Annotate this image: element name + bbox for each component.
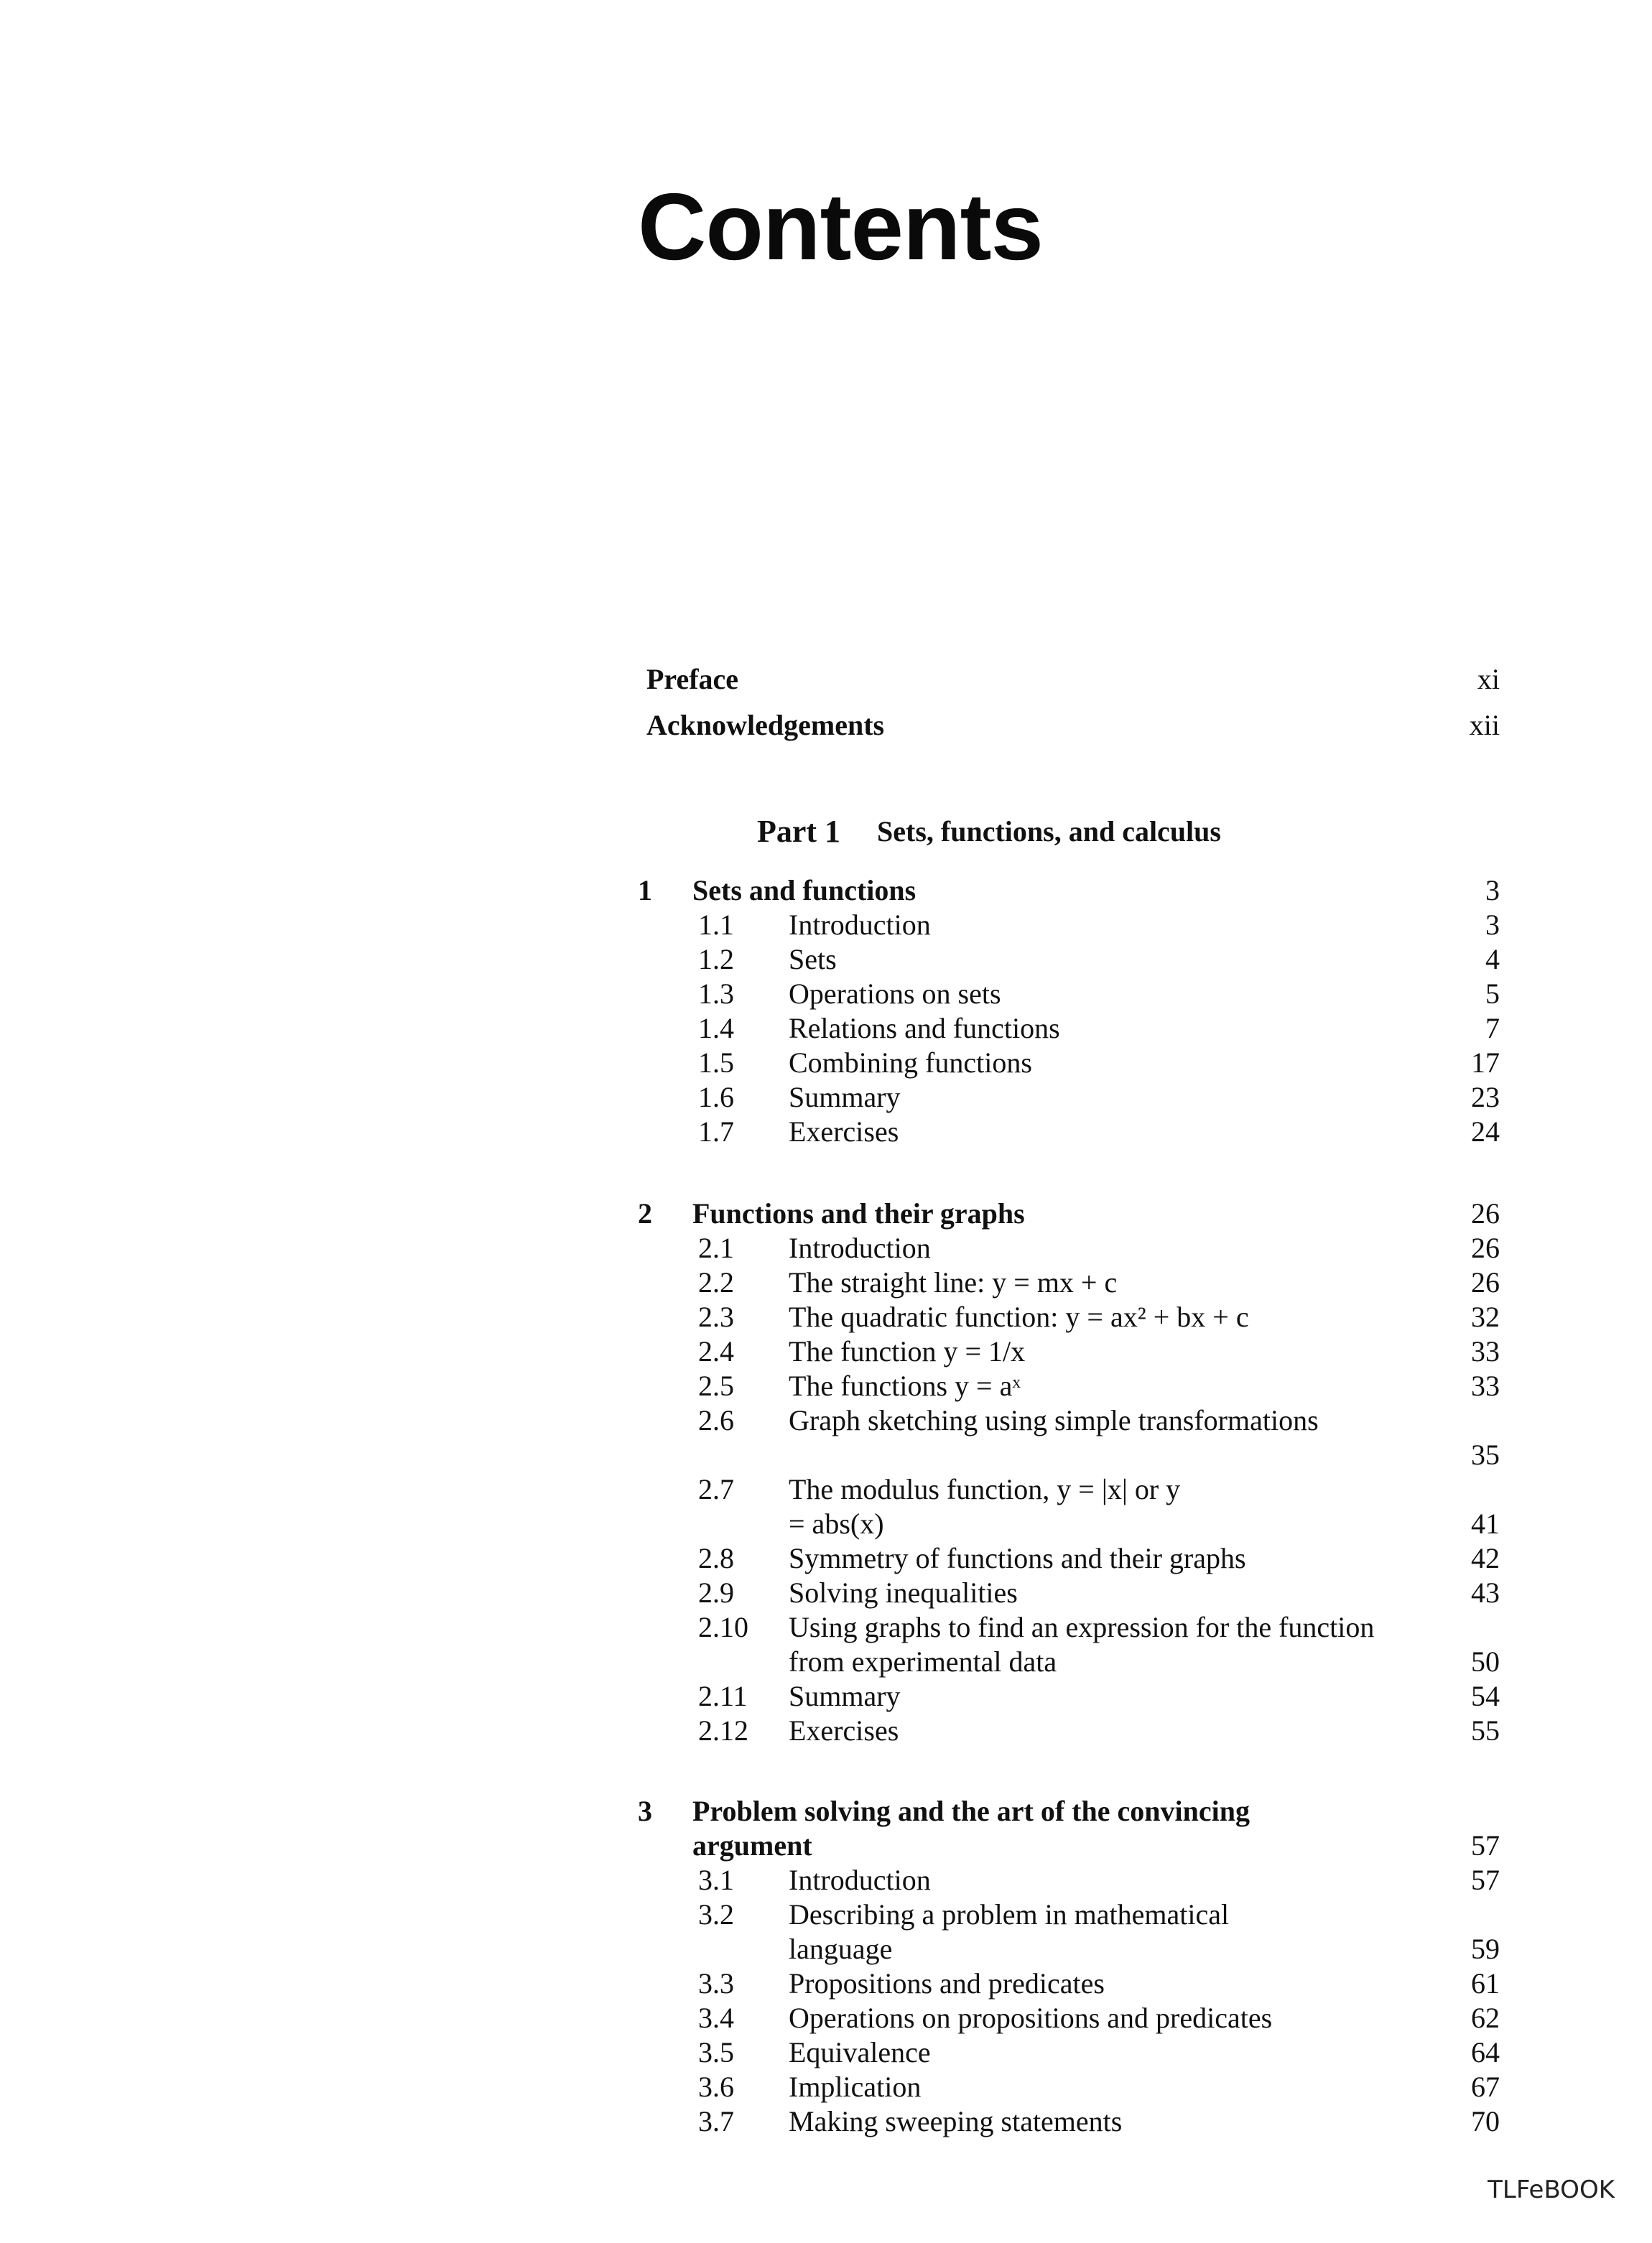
- page-number: 33: [1471, 1335, 1500, 1367]
- section-number: 3.5: [698, 2036, 734, 2068]
- page-number: 26: [1471, 1232, 1500, 1264]
- section-title: The function y = 1/x: [789, 1335, 1026, 1367]
- page-number: 7: [1485, 1012, 1500, 1044]
- section-title: Making sweeping statements: [789, 2105, 1123, 2137]
- section-number: 1.5: [698, 1046, 734, 1079]
- page-number: 26: [1471, 1266, 1500, 1299]
- page-number: 70: [1471, 2105, 1500, 2137]
- section-number: 2.2: [698, 1266, 734, 1299]
- section-number: 2.7: [698, 1473, 734, 1505]
- section-title: Operations on sets: [789, 977, 1001, 1010]
- section-number: 2.11: [698, 1680, 748, 1712]
- page-number: 17: [1471, 1046, 1500, 1079]
- section-number: 2.3: [698, 1301, 734, 1333]
- page-number: xii: [1469, 709, 1500, 741]
- section-title: Sets: [789, 943, 837, 975]
- section-number: 1.4: [698, 1012, 734, 1044]
- section-title: Using graphs to find an expression for the function from experimental data: [789, 1611, 1375, 1678]
- chapter-number: 3: [638, 1795, 652, 1827]
- section-number: 3.6: [698, 2071, 734, 2103]
- page-number: 61: [1471, 1967, 1500, 2000]
- section-number: 3.2: [698, 1898, 734, 1931]
- chapter-title: Functions and their graphs: [692, 1197, 1025, 1230]
- page-number: 32: [1471, 1301, 1500, 1333]
- section-number: 1.6: [698, 1081, 734, 1113]
- section-number: 1.1: [698, 909, 734, 941]
- section-number: 2.5: [698, 1370, 734, 1402]
- page-number: 67: [1471, 2071, 1500, 2103]
- section-title: Relations and functions: [789, 1012, 1060, 1044]
- page-number: 42: [1471, 1542, 1500, 1574]
- section-title: Exercises: [789, 1714, 899, 1747]
- page-number: 59: [1471, 1933, 1500, 1965]
- entry-title: Preface: [646, 663, 739, 695]
- section-title: Summary: [789, 1081, 901, 1113]
- page-number: 43: [1471, 1576, 1500, 1609]
- section-title: Implication: [789, 2071, 922, 2103]
- chapter-number: 2: [638, 1197, 652, 1230]
- section-title: Graph sketching using simple transformations: [789, 1404, 1319, 1436]
- section-title: Solving inequalities: [789, 1576, 1018, 1609]
- part-label: Part 1: [757, 814, 841, 849]
- section-number: 3.1: [698, 1864, 734, 1896]
- section-number: 2.4: [698, 1335, 734, 1367]
- page-title: Contents: [638, 174, 1043, 279]
- page-number: 33: [1471, 1370, 1500, 1402]
- watermark-text: TLFeBOOK: [1488, 2175, 1615, 2204]
- page-number: 62: [1471, 2002, 1500, 2034]
- section-title: Introduction: [789, 1864, 931, 1896]
- page-number: 26: [1471, 1197, 1500, 1230]
- section-number: 2.8: [698, 1542, 734, 1574]
- chapter-title: Problem solving and the art of the convincing argument: [692, 1795, 1250, 1862]
- section-title: The functions y = aˣ: [789, 1370, 1021, 1402]
- section-title: Propositions and predicates: [789, 1967, 1105, 2000]
- page-number: xi: [1477, 663, 1500, 695]
- section-title: The straight line: y = mx + c: [789, 1266, 1118, 1299]
- section-number: 2.10: [698, 1611, 748, 1643]
- page-number: 35: [1471, 1439, 1500, 1471]
- section-title: Symmetry of functions and their graphs: [789, 1542, 1246, 1574]
- section-number: 3.7: [698, 2105, 734, 2137]
- section-number: 2.12: [698, 1714, 748, 1747]
- section-title: Introduction: [789, 1232, 931, 1264]
- chapter-number: 1: [638, 874, 652, 906]
- page-number: 57: [1471, 1829, 1500, 1862]
- page-number: 24: [1471, 1115, 1500, 1148]
- section-number: 2.9: [698, 1576, 734, 1609]
- page-number: 3: [1485, 874, 1500, 906]
- section-title: Exercises: [789, 1115, 899, 1148]
- section-title: Equivalence: [789, 2036, 931, 2068]
- page-number: 41: [1471, 1508, 1500, 1540]
- section-title: The modulus function, y = |x| or y = abs(x): [789, 1473, 1181, 1540]
- page-number: 54: [1471, 1680, 1500, 1712]
- section-title: The quadratic function: y = ax² + bx + c: [789, 1301, 1249, 1333]
- part-title: Sets, functions, and calculus: [877, 815, 1221, 847]
- section-number: 2.1: [698, 1232, 734, 1264]
- page-number: 3: [1485, 909, 1500, 941]
- chapter-title: Sets and functions: [692, 874, 917, 906]
- page-number: 23: [1471, 1081, 1500, 1113]
- page-number: 55: [1471, 1714, 1500, 1747]
- section-number: 1.3: [698, 977, 734, 1010]
- section-title: Describing a problem in mathematical language: [789, 1898, 1230, 1965]
- section-number: 1.2: [698, 943, 734, 975]
- page-number: 5: [1485, 977, 1500, 1010]
- page-number: 50: [1471, 1645, 1500, 1678]
- section-title: Summary: [789, 1680, 901, 1712]
- section-number: 3.4: [698, 2002, 734, 2034]
- section-title: Combining functions: [789, 1046, 1032, 1079]
- entry-title: Acknowledgements: [646, 709, 885, 741]
- page-number: 57: [1471, 1864, 1500, 1896]
- section-number: 2.6: [698, 1404, 734, 1436]
- page-number: 4: [1485, 943, 1500, 975]
- section-title: Introduction: [789, 909, 931, 941]
- section-number: 1.7: [698, 1115, 734, 1148]
- section-number: 3.3: [698, 1967, 734, 2000]
- page-number: 64: [1471, 2036, 1500, 2068]
- section-title: Operations on propositions and predicates: [789, 2002, 1273, 2034]
